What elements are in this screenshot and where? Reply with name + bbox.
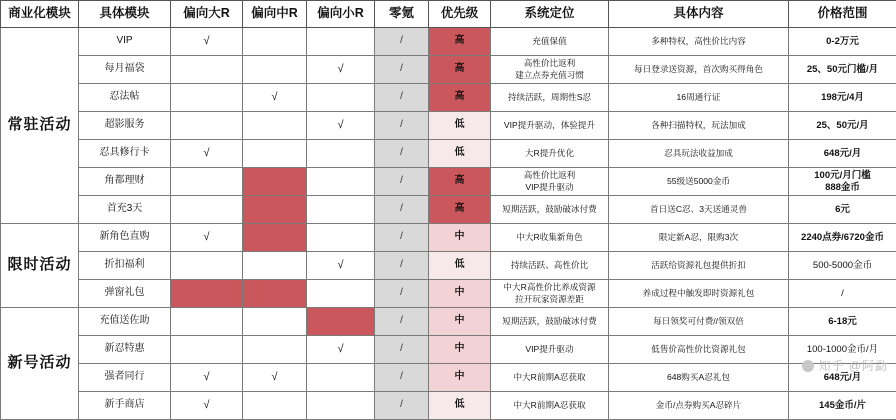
position-cell: 中大R前期A忍获取: [491, 364, 609, 392]
audience-mark-mid-r: [243, 84, 307, 112]
table-row: [1, 336, 896, 364]
slash-icon: /: [400, 175, 403, 186]
position-cell: 高性价比返利 建立点券充值习惯: [491, 56, 609, 84]
content-cell: 多种特权，高性价比内容: [609, 28, 789, 56]
watermark-text: 知乎 @阿勐: [818, 357, 888, 374]
audience-mark-mid-r: [243, 224, 307, 252]
audience-mark-free: [375, 392, 429, 420]
position-cell: 充值保值: [491, 28, 609, 56]
table-row: [1, 252, 896, 280]
table-header-row: [1, 1, 896, 28]
audience-mark-mid-r: [243, 392, 307, 420]
audience-mark-small-r: [307, 168, 375, 196]
audience-mark-free: [375, 308, 429, 336]
position-cell: 中大R前期A忍获取: [491, 392, 609, 420]
priority-cell: 中: [429, 224, 491, 252]
audience-mark-big-r: [171, 224, 243, 252]
position-cell: 持续活跃、高性价比: [491, 252, 609, 280]
position-cell: 中大R高性价比养成资源 拉开玩家资源差距: [491, 280, 609, 308]
column-header-free: 零氪: [375, 1, 429, 28]
price-cell: 648元/月: [789, 364, 896, 392]
audience-mark-free: [375, 280, 429, 308]
position-cell: 持续活跃，周期性S忍: [491, 84, 609, 112]
price-cell: 198元/4月: [789, 84, 896, 112]
check-icon: √: [271, 92, 277, 103]
slash-icon: /: [400, 147, 403, 158]
priority-cell: 中: [429, 280, 491, 308]
audience-mark-small-r: [307, 84, 375, 112]
audience-mark-small-r: [307, 196, 375, 224]
audience-mark-mid-r: [243, 196, 307, 224]
audience-mark-mid-r: [243, 308, 307, 336]
audience-mark-free: [375, 168, 429, 196]
position-cell: 短期活跃，鼓励破冰付费: [491, 308, 609, 336]
content-cell: 养成过程中触发即时资源礼包: [609, 280, 789, 308]
audience-mark-small-r: [307, 28, 375, 56]
audience-mark-small-r: [307, 336, 375, 364]
priority-cell: 高: [429, 28, 491, 56]
table-row: [1, 392, 896, 420]
audience-mark-big-r: [171, 336, 243, 364]
table-row: [1, 84, 896, 112]
content-cell: 限定新A忍，限购3次: [609, 224, 789, 252]
slash-icon: /: [400, 231, 403, 242]
audience-mark-small-r: [307, 308, 375, 336]
audience-mark-free: [375, 336, 429, 364]
audience-mark-big-r: [171, 140, 243, 168]
price-cell: 100-1000金币/月: [789, 336, 896, 364]
content-cell: 忍具玩法收益加成: [609, 140, 789, 168]
audience-mark-big-r: [171, 280, 243, 308]
audience-mark-small-r: [307, 56, 375, 84]
priority-cell: 低: [429, 140, 491, 168]
content-cell: 每日领奖可付费//领双倍: [609, 308, 789, 336]
content-cell: 金币/点券购买A忍碎片: [609, 392, 789, 420]
column-header-module: 具体模块: [79, 1, 171, 28]
column-header-position: 系统定位: [491, 1, 609, 28]
price-cell: 0-2万元: [789, 28, 896, 56]
price-cell: 25、50元/月: [789, 112, 896, 140]
audience-mark-mid-r: [243, 168, 307, 196]
content-cell: 每日登录送资源，首次购买得角色: [609, 56, 789, 84]
audience-mark-free: [375, 28, 429, 56]
audience-mark-small-r: [307, 364, 375, 392]
column-header-category: 商业化模块: [1, 1, 79, 28]
audience-mark-big-r: [171, 252, 243, 280]
check-icon: √: [271, 372, 277, 383]
check-icon: √: [203, 372, 209, 383]
position-cell: 中大R收集新角色: [491, 224, 609, 252]
module-name-cell: 忍具修行卡: [79, 140, 171, 168]
position-cell: 高性价比返利 VIP提升驱动: [491, 168, 609, 196]
slash-icon: /: [400, 315, 403, 326]
priority-cell: 中: [429, 336, 491, 364]
check-icon: √: [203, 400, 209, 411]
audience-mark-small-r: [307, 224, 375, 252]
content-cell: 16周通行证: [609, 84, 789, 112]
check-icon: √: [337, 344, 343, 355]
audience-mark-free: [375, 196, 429, 224]
audience-mark-free: [375, 364, 429, 392]
column-header-big-r: 偏向大R: [171, 1, 243, 28]
audience-mark-free: [375, 252, 429, 280]
table-row: [1, 168, 896, 196]
position-cell: 大R提升优化: [491, 140, 609, 168]
slash-icon: /: [400, 399, 403, 410]
module-name-cell: 首充3天: [79, 196, 171, 224]
audience-mark-free: [375, 112, 429, 140]
content-cell: 低售价高性价比资源礼包: [609, 336, 789, 364]
slash-icon: /: [400, 343, 403, 354]
slash-icon: /: [400, 91, 403, 102]
audience-mark-big-r: [171, 56, 243, 84]
priority-cell: 低: [429, 252, 491, 280]
column-header-content: 具体内容: [609, 1, 789, 28]
priority-cell: 高: [429, 56, 491, 84]
price-cell: 6元: [789, 196, 896, 224]
audience-mark-big-r: [171, 364, 243, 392]
audience-mark-small-r: [307, 112, 375, 140]
column-header-price: 价格范围: [789, 1, 896, 28]
audience-mark-free: [375, 140, 429, 168]
check-icon: √: [203, 148, 209, 159]
audience-mark-big-r: [171, 392, 243, 420]
audience-mark-mid-r: [243, 336, 307, 364]
audience-mark-small-r: [307, 280, 375, 308]
category-cell: 新号活动: [1, 308, 79, 420]
slash-icon: /: [400, 119, 403, 130]
audience-mark-mid-r: [243, 28, 307, 56]
priority-cell: 低: [429, 392, 491, 420]
audience-mark-big-r: [171, 308, 243, 336]
audience-mark-big-r: [171, 84, 243, 112]
priority-cell: 中: [429, 308, 491, 336]
slash-icon: /: [400, 203, 403, 214]
audience-mark-big-r: [171, 112, 243, 140]
slash-icon: /: [400, 35, 403, 46]
position-cell: 短期活跃，鼓励破冰付费: [491, 196, 609, 224]
check-icon: √: [337, 64, 343, 75]
table-row: [1, 140, 896, 168]
slash-icon: /: [400, 287, 403, 298]
price-cell: 25、50元门槛/月: [789, 56, 896, 84]
content-cell: 648购买A忍礼包: [609, 364, 789, 392]
audience-mark-mid-r: [243, 112, 307, 140]
check-icon: √: [337, 260, 343, 271]
audience-mark-mid-r: [243, 140, 307, 168]
category-cell: 常驻活动: [1, 28, 79, 224]
module-name-cell: 新手商店: [79, 392, 171, 420]
slash-icon: /: [400, 371, 403, 382]
table-row: [1, 364, 896, 392]
column-header-small-r: 偏向小R: [307, 1, 375, 28]
table-row: [1, 56, 896, 84]
check-icon: √: [203, 36, 209, 47]
content-cell: 活跃给资源礼包提供折扣: [609, 252, 789, 280]
column-header-priority: 优先级: [429, 1, 491, 28]
price-cell: 648元/月: [789, 140, 896, 168]
audience-mark-mid-r: [243, 280, 307, 308]
audience-mark-small-r: [307, 392, 375, 420]
module-name-cell: 每月福袋: [79, 56, 171, 84]
price-cell: 145金币/片: [789, 392, 896, 420]
audience-mark-small-r: [307, 252, 375, 280]
module-name-cell: 充值送佐助: [79, 308, 171, 336]
audience-mark-free: [375, 56, 429, 84]
audience-mark-free: [375, 224, 429, 252]
priority-cell: 高: [429, 84, 491, 112]
table-row: [1, 196, 896, 224]
table-body: [1, 28, 896, 420]
content-cell: 各种扫描特权，玩法加成: [609, 112, 789, 140]
position-cell: VIP提升驱动，体验提升: [491, 112, 609, 140]
module-name-cell: 弹窗礼包: [79, 280, 171, 308]
slash-icon: /: [400, 259, 403, 270]
column-header-mid-r: 偏向中R: [243, 1, 307, 28]
table-row: [1, 308, 896, 336]
price-cell: 6-18元: [789, 308, 896, 336]
table-row: [1, 224, 896, 252]
audience-mark-big-r: [171, 168, 243, 196]
check-icon: √: [203, 232, 209, 243]
priority-cell: 高: [429, 196, 491, 224]
table-row: [1, 28, 896, 56]
priority-cell: 高: [429, 168, 491, 196]
table-row: [1, 112, 896, 140]
module-name-cell: 角都理财: [79, 168, 171, 196]
slash-icon: /: [400, 63, 403, 74]
module-name-cell: 新忍特惠: [79, 336, 171, 364]
price-cell: 2240点券/6720金币: [789, 224, 896, 252]
audience-mark-big-r: [171, 196, 243, 224]
module-name-cell: 超影服务: [79, 112, 171, 140]
module-name-cell: 折扣福利: [79, 252, 171, 280]
module-name-cell: 新角色直购: [79, 224, 171, 252]
content-cell: 首日送C忍、3天送通灵兽: [609, 196, 789, 224]
price-cell: /: [789, 280, 896, 308]
position-cell: VIP提升驱动: [491, 336, 609, 364]
audience-mark-mid-r: [243, 252, 307, 280]
audience-mark-mid-r: [243, 56, 307, 84]
table-row: [1, 280, 896, 308]
price-cell: 100元/月门槛 888金币: [789, 168, 896, 196]
priority-cell: 中: [429, 364, 491, 392]
module-name-cell: 忍法帖: [79, 84, 171, 112]
audience-mark-small-r: [307, 140, 375, 168]
check-icon: √: [337, 120, 343, 131]
module-name-cell: VIP: [79, 28, 171, 56]
module-name-cell: 强者同行: [79, 364, 171, 392]
content-cell: 55级送5000金币: [609, 168, 789, 196]
audience-mark-mid-r: [243, 364, 307, 392]
priority-cell: 低: [429, 112, 491, 140]
price-cell: 500-5000金币: [789, 252, 896, 280]
audience-mark-big-r: [171, 28, 243, 56]
category-cell: 限时活动: [1, 224, 79, 308]
audience-mark-free: [375, 84, 429, 112]
